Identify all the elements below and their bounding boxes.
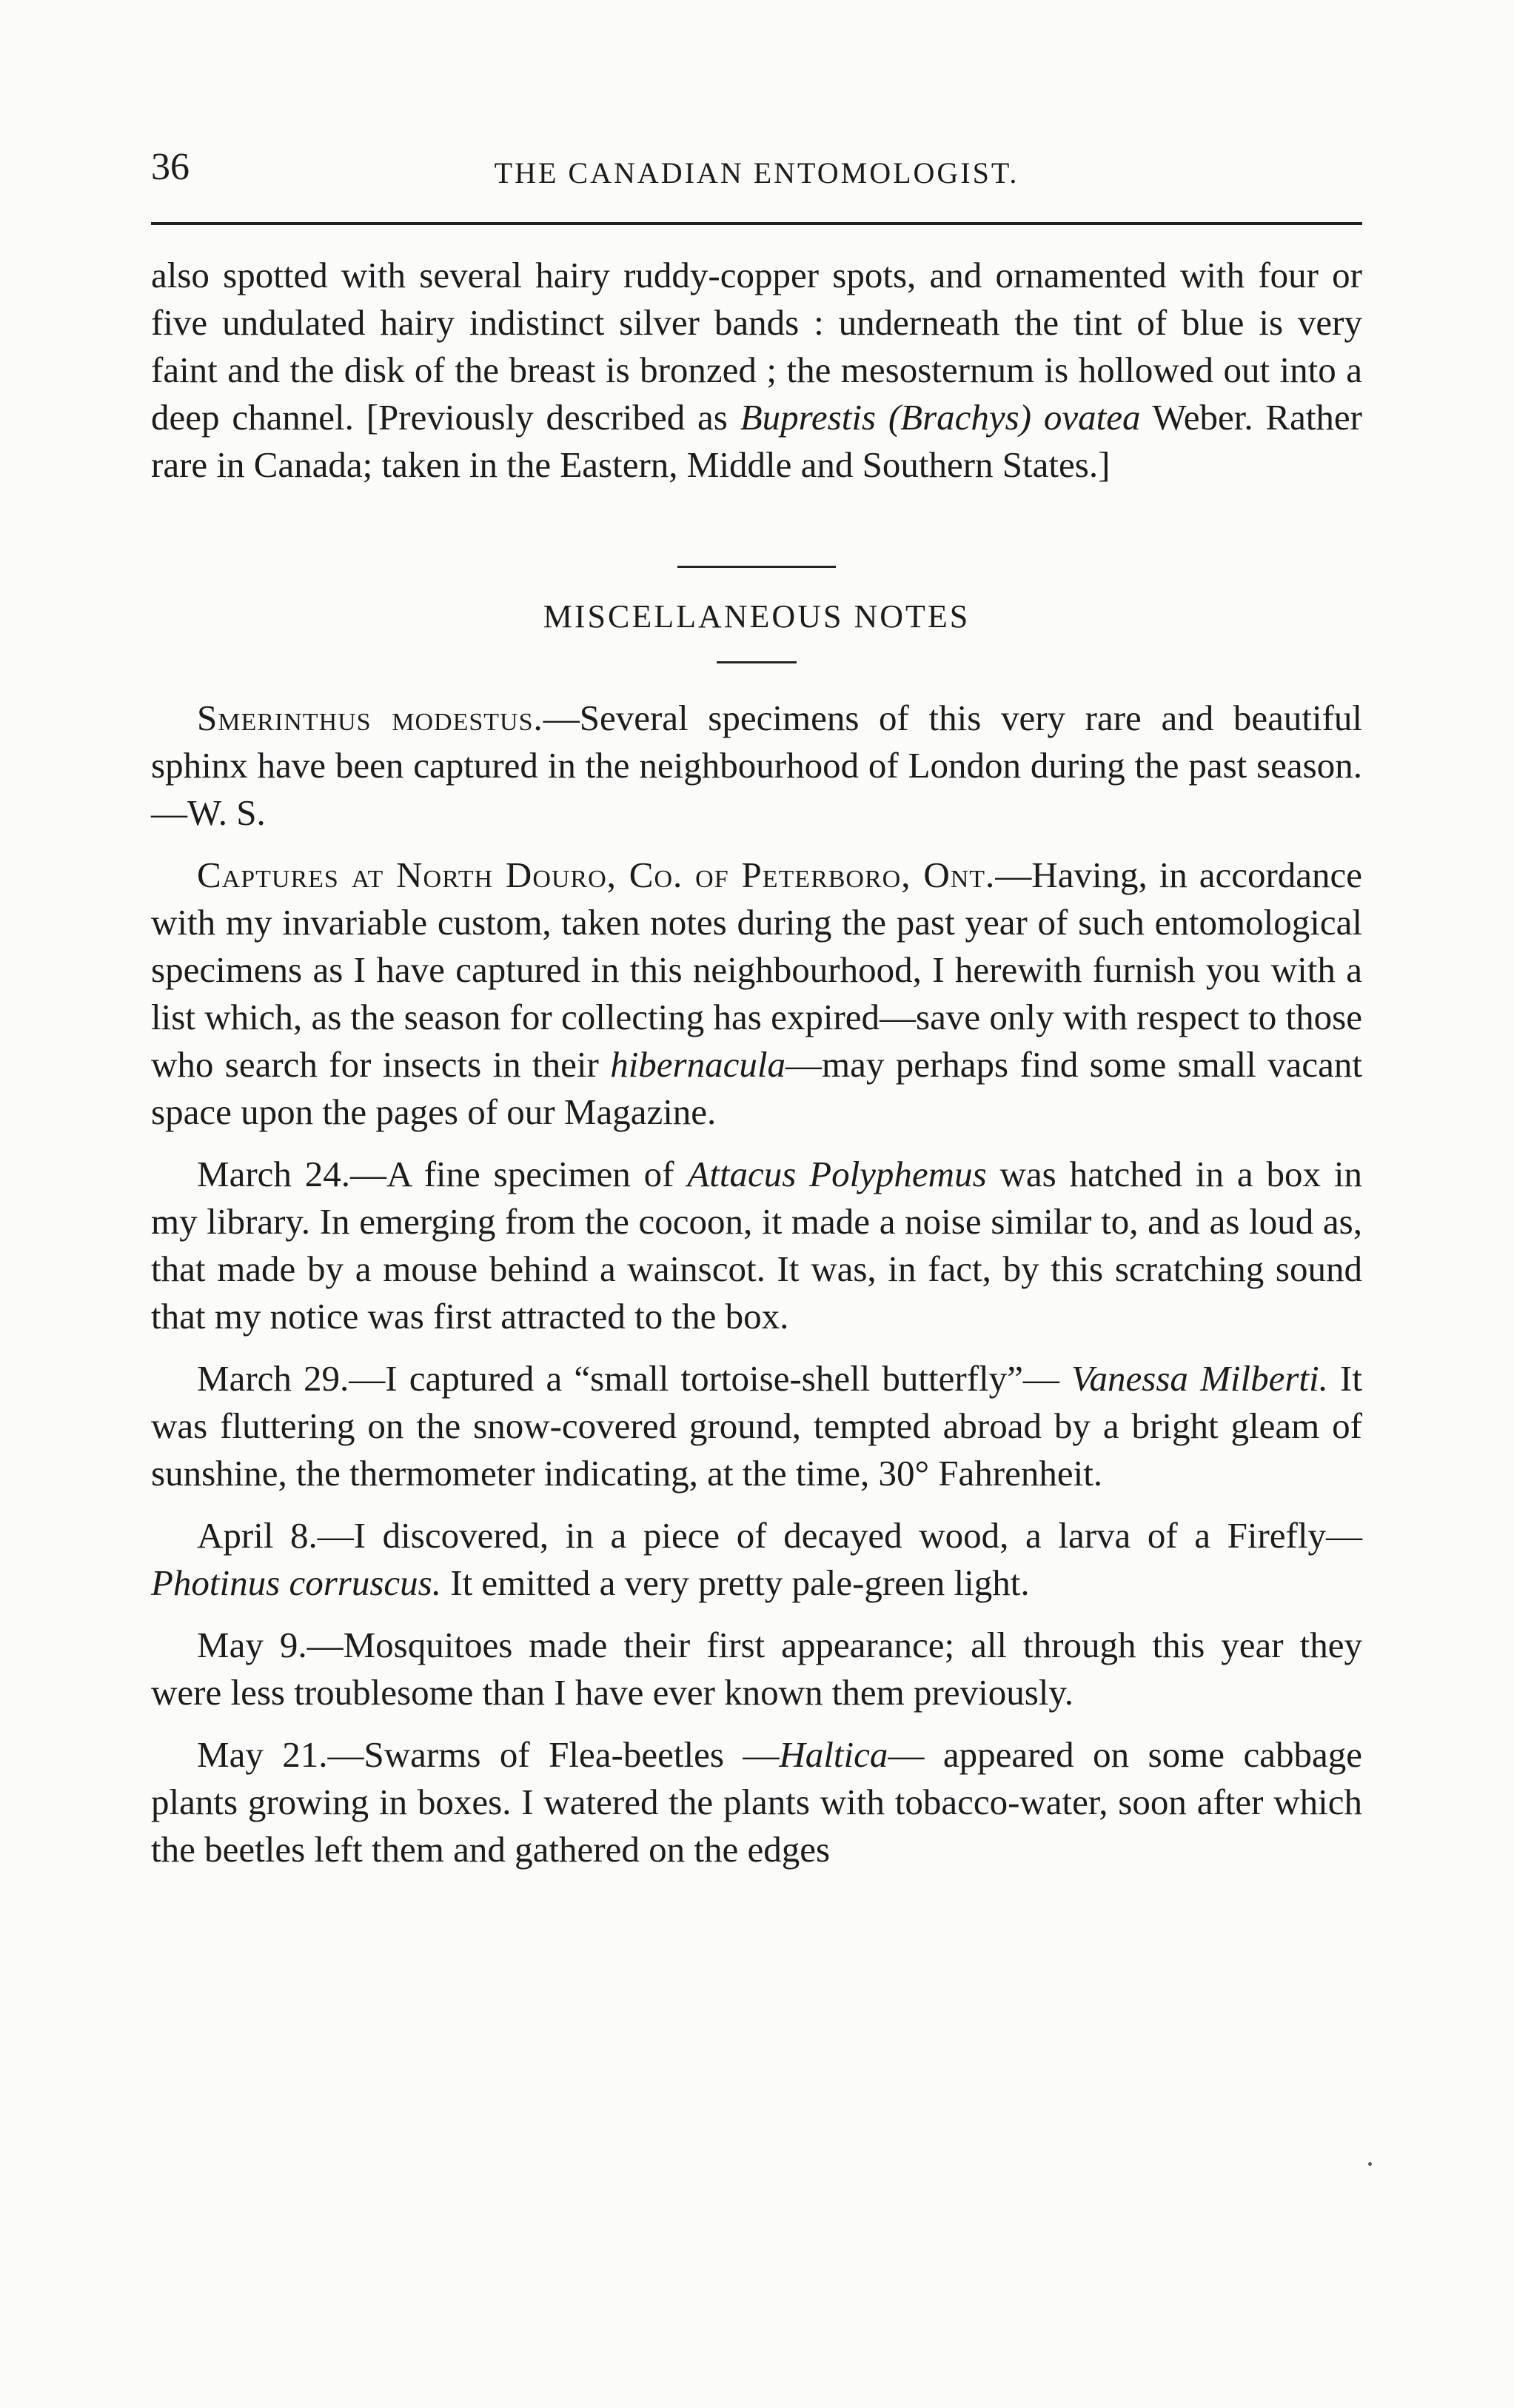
continuation-paragraph [151,252,1362,489]
section-title: MISCELLANEOUS NOTES [543,598,971,635]
header-rule [151,222,1362,225]
continuation-text-1: also spotted with several hairy ruddy-copper spots, and ornamented with four or five undulated hairy indistinct silver bands : underneath the tint of blue is very faint and the disk of the breast is bronzed ; the mesosternum is hollowed out into a deep channel. [Previously described as [151,255,1362,438]
entry-text-2: — appeared on some cabbage plants growing in boxes. I watered the plants with tobacco-water, soon after which the beetles left them and gathered on the edges [151,1734,1362,1870]
entry-text-1: March 24.—A fine specimen of [197,1154,688,1194]
entry-text-1: March 29.—I captured a “small tortoise-shell butterfly”— [197,1358,1072,1399]
scan-speck [1368,2162,1372,2166]
note-captures [151,852,1362,1136]
continuation-text-2: Weber. Rather rare in Canada; taken in the Eastern, Middle and Southern States.] [151,397,1362,485]
entry-march-29 [151,1355,1362,1497]
entry-text-2: was hatched in a box in my library. In emerging from the cocoon, it made a noise similar to, and as loud as, that made by a mouse behind a wainscot. It was, in fact, by this scratching sound that my notice was first attracted to the box. [151,1154,1362,1337]
entry-text: May 9.—Mosquitoes made their first appearance; all through this year they were less troublesome than I have ever known them previously. [151,1625,1362,1713]
entry-march-24 [151,1151,1362,1340]
term-hibernacula: hibernacula [610,1044,786,1085]
species-name-buprestis: Buprestis (Brachys) ovatea [740,397,1141,438]
note-text-1: —Having, in accordance with my invariable custom, taken notes during the past year of such entomological specimens as I have captured in this neighbourhood, I herewith furnish you with a list which, as the season for collecting has expired—save only with respect to those who search for insects in their [151,854,1363,1085]
note-text-2: —may perhaps find some small vacant space upon the pages of our Magazine. [151,1044,1362,1132]
species-name-attacus: Attacus Polyphemus [687,1154,987,1194]
note-heading: Smerinthus modestus. [197,698,543,738]
entry-text-1: April 8.—I discovered, in a piece of decayed wood, a larva of a Firefly— [197,1515,1362,1556]
note-text: —Several specimens of this very rare and beautiful sphinx have been captured in the neighbourhood of London during the past season.—W. S. [151,698,1362,833]
note-smerinthus [151,695,1362,837]
page-number: 36 [151,146,190,188]
page-header [151,145,1362,204]
entry-april-8 [151,1512,1362,1607]
species-name-photinus: Photinus corruscus. [151,1562,441,1603]
entry-text-2: It was fluttering on the snow-covered ground, tempted abroad by a bright gleam of sunshine, the thermometer indicating, at the time, 30° Fahrenheit. [151,1358,1362,1494]
running-title: THE CANADIAN ENTOMOLOGIST. [494,156,1019,190]
species-name-vanessa: Vanessa Milberti. [1071,1358,1328,1399]
entry-may-21 [151,1731,1362,1873]
entry-text-2: It emitted a very pretty pale-green light. [441,1562,1030,1603]
entry-text-1: May 21.—Swarms of Flea-beetles — [197,1734,780,1775]
species-name-haltica: Haltica [779,1734,888,1775]
section-rule-bottom [717,661,797,663]
entry-may-9 [151,1622,1362,1716]
section-rule-top [677,566,836,568]
note-heading: Captures at North Douro, Co. of Peterboro, Ont. [197,854,996,895]
text-column [151,252,1362,1873]
